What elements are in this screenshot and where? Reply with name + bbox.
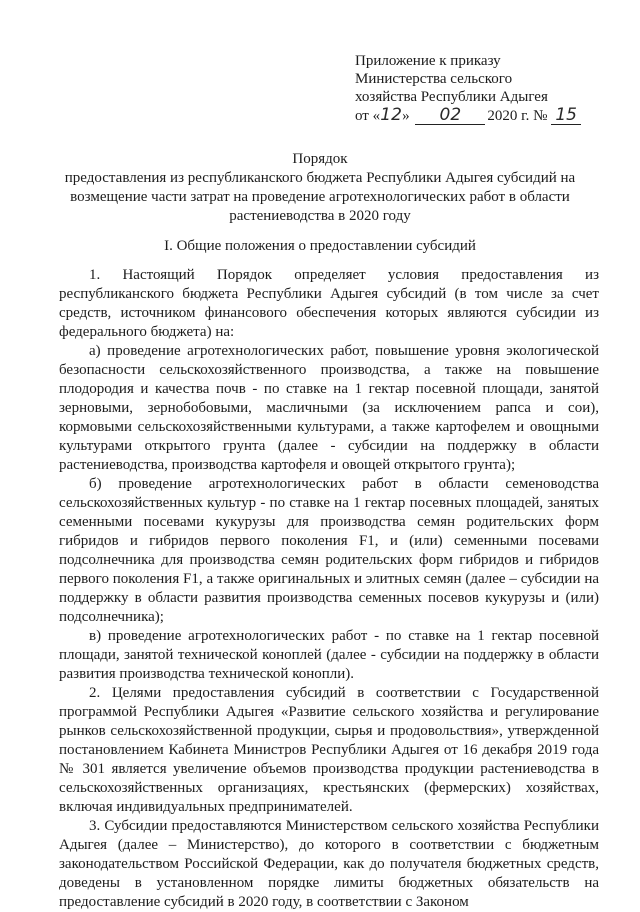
appendix-block: [355, 52, 615, 125]
paragraph-1a: а) проведение агротехнологических работ, повышение уровня экологической безопасности сельскохозяйственного производства, а также на повышение плодородия и качества почв - по ставке на 1 гектар посевной площади, занятой зерновыми, зернобобовыми, масличными (за исключением рапса и сои), кормовыми сельскохозяйственными культурами, а также картофелем и овощными культурами открытого грунта (далее - субсидии на поддержку в области растениеводства, производства картофеля и овощей открытого грунта);: [59, 343, 599, 473]
date-prefix: от «: [355, 108, 381, 124]
body-text: [59, 266, 599, 912]
paragraph-1: 1. Настоящий Порядок определяет условия предоставления из республиканского бюджета Республики Адыгея субсидий (в том числе за счет средств, источником финансового обеспечения которых являются субсидии из федерального бюджета) на:: [59, 267, 599, 340]
paragraph-1b: б) проведение агротехнологических работ в области семеноводства сельскохозяйственных культур - по ставке на 1 гектар посевных площадей, занятых семенными посевами кукурузы для производства семян родительских форм гибридов и гибридов первого поколения F1, и (или) семенными посевами подсолнечника для производства семян родительских форм гибридов и гибридов первого поколения F1, а также оригинальных и элитных семян (далее – субсидии на поддержку в области развития производства семенных посевов кукурузы и (или) подсолнечника);: [59, 476, 599, 625]
paragraph-3: 3. Субсидии предоставляются Министерством сельского хозяйства Республики Адыгея (далее – Министерство), до которого в соответствии с бюджетным законодательством Российской Федерации, как до получателя бюджетных средств, доведены в установленном порядке лимиты бюджетных обязательств на предоставление субсидий в 2020 году, в соответствии с Законом: [59, 818, 599, 910]
paragraph-1c: в) проведение агротехнологических работ - по ставке на 1 гектар посевной площади, занятой технической коноплей (далее - субсидии на поддержку в области развития производства технической конопли).: [59, 628, 599, 682]
appendix-line-2: Министерства сельского: [355, 71, 513, 87]
appendix-line-1: Приложение к приказу: [355, 53, 501, 69]
date-day-handwritten: 12: [380, 105, 402, 125]
title-subtitle: предоставления из республиканского бюджета Республики Адыгея субсидий на возмещение части затрат на проведение агротехнологических работ в области растениеводства в 2020 году: [64, 170, 576, 224]
date-month-handwritten: 02: [415, 106, 485, 125]
appendix-date-line: [355, 106, 615, 125]
date-mid: »: [402, 108, 410, 124]
appendix-line-3: хозяйства Республики Адыгея: [355, 89, 548, 105]
paragraph-2: 2. Целями предоставления субсидий в соответствии с Государственной программой Республики Адыгея «Развитие сельского хозяйства и регулирование рынков сельскохозяйственной продукции, сырья и продовольствия», утвержденной постановлением Кабинета Министров Республики Адыгея от 16 декабря 2019 года № 301 является увеличение объемов производства продукции растениеводства в сельскохозяйственных организациях, крестьянских (фермерских) хозяйствах, включая индивидуальных предпринимателей.: [59, 685, 599, 815]
date-year: 2020 г. №: [487, 108, 548, 124]
order-number-handwritten: 15: [551, 106, 581, 125]
title-heading: Порядок: [292, 151, 348, 167]
document-title: [40, 150, 600, 226]
section-heading: I. Общие положения о предоставлении субсидий: [164, 238, 476, 254]
